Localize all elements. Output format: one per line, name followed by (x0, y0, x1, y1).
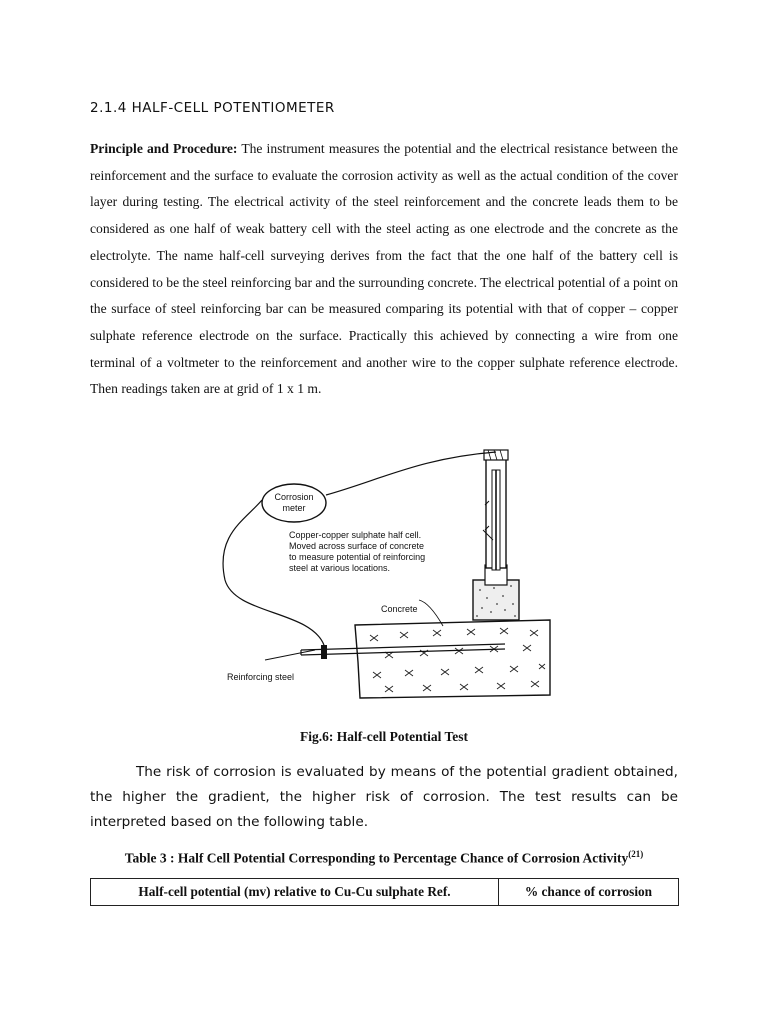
header-chance: % chance of corrosion (499, 879, 679, 906)
bar-terminal (321, 645, 327, 659)
cell-label-3: to measure potential of reinforcing (289, 552, 426, 562)
concrete-label: Concrete (381, 604, 418, 614)
corrosion-table (90, 878, 679, 906)
table-header-row (91, 879, 679, 906)
table-caption (0, 849, 768, 867)
section-heading: 2.1.4 HALF-CELL POTENTIOMETER (90, 100, 335, 116)
half-cell-electrode (473, 450, 519, 620)
meter-label-1: Corrosion (274, 492, 314, 502)
half-cell-diagram (205, 440, 565, 715)
figure-caption: Fig.6: Half-cell Potential Test (300, 729, 468, 744)
interpretation-paragraph: The risk of corrosion is evaluated by means of the potential gradient obtained, the higher the gradient, the higher risk of corrosion. The test results can be interpreted based on the following table. (90, 764, 678, 830)
concrete-slab (355, 620, 550, 698)
principle-paragraph (90, 136, 678, 403)
table-reference: (21) (628, 849, 644, 859)
cell-label-4: steel at various locations. (289, 563, 391, 573)
meter-label-2: meter (282, 503, 306, 513)
table-caption-text: Table 3 : Half Cell Potential Corresponding to Percentage Chance of Corrosion Activity (124, 850, 629, 866)
principle-lead: Principle and Procedure: (90, 141, 238, 156)
steel-label: Reinforcing steel (227, 672, 295, 682)
cell-label-1: Copper-copper sulphate half cell. (289, 530, 422, 540)
header-potential: Half-cell potential (mv) relative to Cu-Cu sulphate Ref. (91, 879, 499, 906)
cell-label-2: Moved across surface of concrete (289, 541, 425, 551)
principle-text: The instrument measures the potential and the electrical resistance between the reinforcement and the surface to evaluate the corrosion activity as well as the actual condition of the cover layer during testing. The electrical activity of the steel reinforcement and the concrete leads them to be considered as one half of weak battery cell with the steel acting as one electrode and the concrete as the electrolyte. The name half-cell surveying derives from the fact that the one half of the battery cell is considered to be the steel reinforcing bar and the surrounding concrete. The electrical potential of a point on the surface of steel reinforcing bar can be measured comparing its potential with that of copper – copper sulphate reference electrode on the surface. Practically this achieved by connecting a wire from one terminal of a voltmeter to the reinforcement and another wire to the copper sulphate reference electrode. Then readings taken are at grid of 1 x 1 m. (90, 141, 679, 397)
